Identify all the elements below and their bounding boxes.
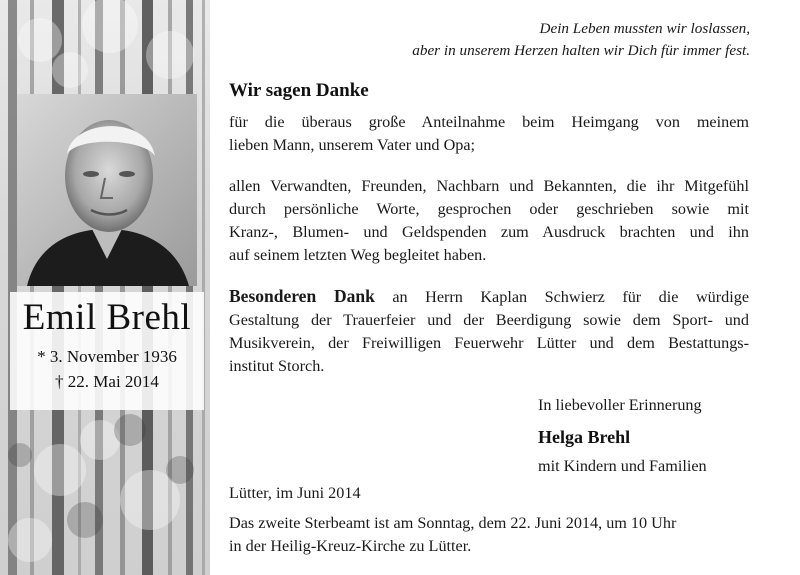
forest-background-image	[0, 0, 210, 575]
text-line: für die überaus große Anteilnahme beim Heimgang von meinem	[229, 113, 749, 131]
text-line: in der Heilig-Kreuz-Kirche zu Lütter.	[229, 537, 472, 555]
text-line: lieben Mann, unserem Vater und Opa;	[229, 136, 476, 154]
text-line: Kranz-, Blumen- und Geldspenden zum Ausdruck brachten und ihn	[229, 223, 749, 241]
thanks-paragraph-1	[229, 111, 749, 157]
thanks-paragraph-2	[229, 175, 749, 267]
portrait-image	[17, 94, 197, 286]
motto-line: Dein Leben mussten wir loslassen,	[539, 20, 750, 37]
remembrance-text: In liebevoller Erinnerung	[538, 396, 702, 414]
text-line: durch persönliche Worte, gesprochen oder geschrieben sowie mit	[229, 200, 749, 218]
text-line: Musikverein, der Freiwilligen Feuerwehr Lütter und dem Bestattungs-	[229, 334, 749, 352]
service-announcement	[229, 512, 799, 558]
heading: Wir sagen Danke	[229, 80, 369, 101]
place-date: Lütter, im Juni 2014	[229, 484, 361, 502]
deceased-name: Emil Brehl	[22, 297, 192, 338]
forest-trees-graphic	[0, 0, 210, 575]
family-text: mit Kindern und Familien	[538, 457, 707, 475]
text-line	[229, 285, 749, 309]
text-line: auf seinem letzten Weg begleitet haben.	[229, 246, 487, 264]
special-thanks-lead: Besonderen Dank	[229, 286, 375, 306]
motto	[250, 18, 750, 62]
birth-date: * 3. November 1936	[37, 347, 177, 366]
text-line: Das zweite Sterbeamt ist am Sonntag, dem 22. Juni 2014, um 10 Uhr	[229, 514, 677, 532]
signatory-name: Helga Brehl	[538, 427, 631, 447]
text-line: institut Storch.	[229, 357, 325, 375]
portrait-photo	[17, 94, 197, 286]
death-date: † 22. Mai 2014	[55, 372, 159, 391]
special-thanks-paragraph	[229, 285, 749, 378]
text-line: Gestaltung der Trauerfeier und der Beerdigung sowie dem Sport- und	[229, 311, 749, 329]
motto-line: aber in unserem Herzen halten wir Dich für immer fest.	[412, 42, 750, 59]
text-fragment: an Herrn Kaplan Schwierz für die würdige	[392, 288, 749, 306]
text-line: allen Verwandten, Freunden, Nachbarn und Bekannten, die ihr Mitgefühl	[229, 177, 749, 195]
